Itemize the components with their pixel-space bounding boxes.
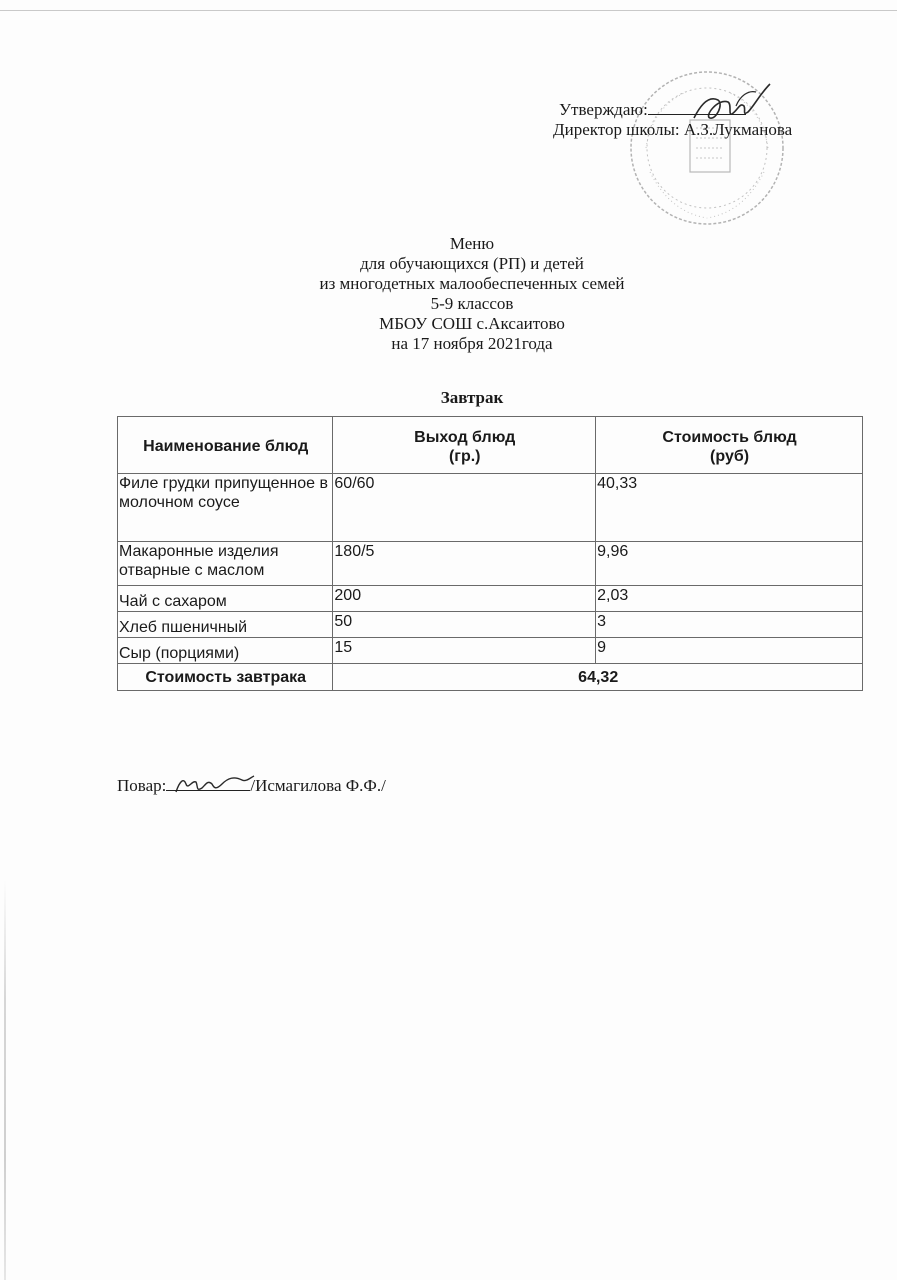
heading-line-2: для обучающихся (РП) и детей <box>360 254 584 273</box>
dish-cost: 3 <box>596 612 863 638</box>
cook-signature-line <box>166 776 250 791</box>
cook-name: /Исмагилова Ф.Ф./ <box>250 776 386 795</box>
heading-line-4: 5-9 классов <box>430 294 514 313</box>
dish-name: Хлеб пшеничный <box>118 612 333 638</box>
table-row <box>118 612 863 638</box>
table-row <box>118 474 863 542</box>
heading-line-5: МБОУ СОШ с.Аксаитово <box>379 314 565 333</box>
scan-left-edge <box>4 880 6 1280</box>
menu-heading <box>250 234 694 354</box>
header-yield: Выход блюд (гр.) <box>333 417 596 474</box>
header-dish-name: Наименование блюд <box>118 417 333 474</box>
total-row <box>118 664 863 691</box>
dish-name: Макаронные изделия отварные с маслом <box>118 542 333 586</box>
menu-table <box>117 416 863 691</box>
dish-name: Чай с сахаром <box>118 586 333 612</box>
dish-yield: 180/5 <box>333 542 596 586</box>
approve-label: Утверждаю: <box>559 100 648 119</box>
dish-cost: 9 <box>596 638 863 664</box>
total-label: Стоимость завтрака <box>118 664 333 691</box>
table-row <box>118 638 863 664</box>
heading-line-3: из многодетных малообеспеченных семей <box>319 274 625 293</box>
dish-name: Сыр (порциями) <box>118 638 333 664</box>
dish-yield: 50 <box>333 612 596 638</box>
heading-line-1: Меню <box>449 234 495 253</box>
scan-top-edge <box>0 10 897 11</box>
heading-line-6: на 17 ноября 2021года <box>391 334 553 353</box>
dish-cost: 40,33 <box>596 474 863 542</box>
table-header-row <box>118 417 863 474</box>
dish-yield: 200 <box>333 586 596 612</box>
meal-title: Завтрак <box>440 388 504 407</box>
table-row <box>118 586 863 612</box>
total-value: 64,32 <box>333 664 863 691</box>
approval-block <box>553 100 792 140</box>
table-row <box>118 542 863 586</box>
approve-signature-line <box>648 100 746 115</box>
dish-yield: 15 <box>333 638 596 664</box>
dish-name: Филе грудки припущенное в молочном соусе <box>118 474 333 542</box>
dish-cost: 2,03 <box>596 586 863 612</box>
cook-block <box>117 776 386 796</box>
cook-label: Повар: <box>117 776 167 795</box>
header-cost: Стоимость блюд (руб) <box>596 417 863 474</box>
director-line: Директор школы: А.З.Лукманова <box>553 120 793 139</box>
dish-yield: 60/60 <box>333 474 596 542</box>
dish-cost: 9,96 <box>596 542 863 586</box>
